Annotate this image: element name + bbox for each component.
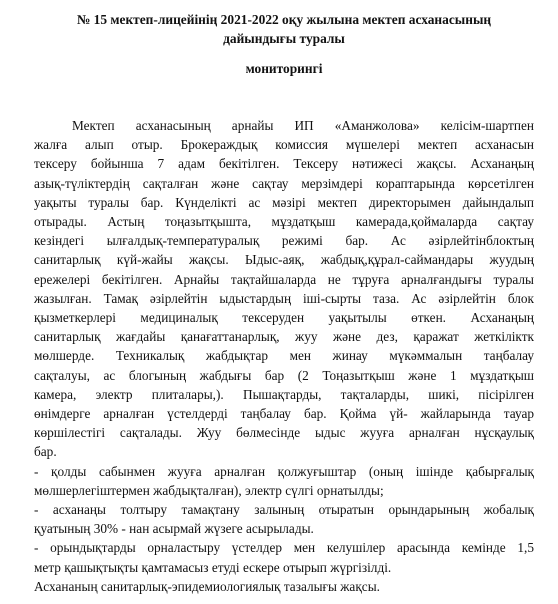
bullet-line: мөлшерлегіштермен жабдықталған), электр сүлгі орнатылды; xyxy=(34,482,384,498)
bullet-item xyxy=(34,500,534,538)
bullet-line: - орындықтарды орналастыру үстелдер мен келушілер арасында кемінде 1,5 xyxy=(34,540,534,556)
text-line: Мектеп асханасының арнайы ИП «Аманжолова» келісім-шартпен xyxy=(72,118,534,133)
title-line: № 15 мектеп-лицейінің 2021-2022 оқу жылына мектеп асханасының xyxy=(76,12,492,27)
text-line: бар. xyxy=(34,444,57,460)
document-subtitle: мониторингі xyxy=(245,61,323,76)
bullet-line: - қолды сабынмен жууға арналған қолжуғыштар (оның ішінде қабырғалық xyxy=(34,463,534,479)
text-line: кезіндегі ылғалдық-температуралық режимі бар. Ас әзірлейтінблоктың xyxy=(34,233,534,249)
bullet-line: қуатының 30% - нан асырмай жүзеге асырылады. xyxy=(34,521,314,537)
text-line: санитарлық жағдайы қанағаттанарлық, жуу және дез, қаражат жеткіліктк xyxy=(34,329,534,345)
text-line: жазылған. Тамақ әзірлейтін ыдыстардың іші-сырты таза. Ас әзірлейтін блок xyxy=(34,290,534,306)
text-line: ережелері бекітілген. Арнайы тақтайшаларда не тұруға арналғандығы туралы xyxy=(34,271,534,287)
text-line: тексеру бойынша 7 адам бекітілген. Тексеру нәтижесі жақсы. Асханаңың xyxy=(34,156,534,172)
bullet-line: - асханаңы толтыру тамақтану залының отыратын орындарының жобалық xyxy=(34,502,534,518)
text-line: өнімдерге арналған үстелдерді таңбалау бар. Қойма үй- жайларында тауар xyxy=(34,406,534,422)
text-line: жалға алып отыр. Брокераждық комиссия мүшелері мектеп асханасын xyxy=(34,137,534,153)
bullet-item xyxy=(34,462,534,500)
text-line: көршілестігі сақталады. Жуу бөлмесінде ыдыс жууға арналған нұсқаулық xyxy=(34,425,534,441)
text-line: сақталуы, ас блогының жабдығы бар (2 Тоңазытқыш және 1 мұздатқыш xyxy=(34,367,534,383)
text-line: уақыты туралы бар. Күнделікті ас мәзірі мектеп директорымен дайындалып xyxy=(34,194,534,210)
bullet-line: метр қашықтықты қамтамасыз етуді ескере отырып жүргізілді. xyxy=(34,559,392,575)
text-line: азық-түліктердің сақталған және сақтау мерзімдері кораптарында көрсетілген xyxy=(34,175,534,191)
text-line: санитарлық күй-жайы жақсы. Ыдыс-аяқ, жабдық,құрал-саймандары жуудың xyxy=(34,252,534,268)
bullet-item xyxy=(34,538,534,576)
text-line: отырады. Астың тоңазытқышта, мұздатқыш камерада,қоймаларда сақтау xyxy=(34,214,534,230)
title-line: дайындығы туралы xyxy=(223,31,345,46)
text-line: мөлшерде. Техникалық жабдықтар мен жинау мүкәммалын таңбалау xyxy=(34,348,534,364)
closing-statement xyxy=(34,577,534,596)
main-paragraph xyxy=(34,116,534,462)
document-body xyxy=(34,116,534,596)
text-line: камера, электр плиталары,). Пышақтарды, тақталарды, шикі, пісірілген xyxy=(34,386,534,402)
closing-line: Асхананың санитарлық-эпидемиологиялық тазалығы жақсы. xyxy=(34,578,380,594)
text-line: қызметкерлері медициналық тексеруден уақытылы өткен. Асханаңың xyxy=(34,310,534,326)
document-title xyxy=(34,10,534,48)
